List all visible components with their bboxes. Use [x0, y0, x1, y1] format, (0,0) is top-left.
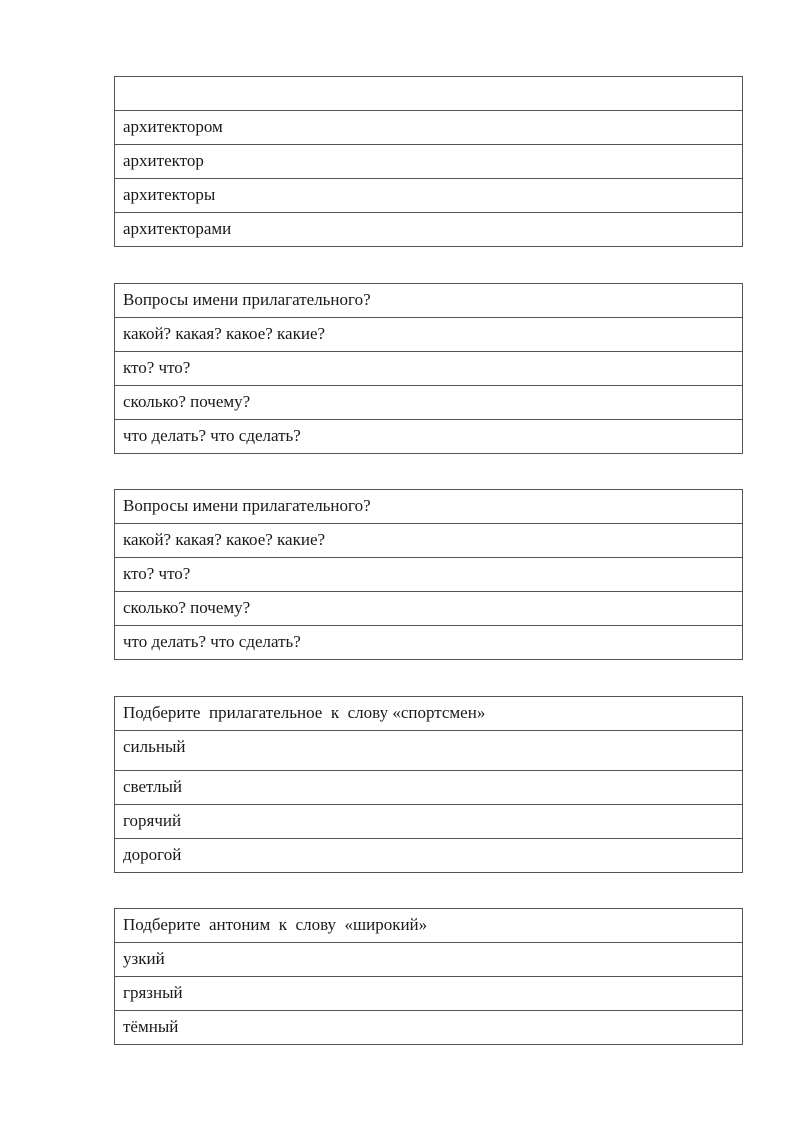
question-cell: Вопросы имени прилагательного? — [115, 284, 743, 318]
question-table-adjective-questions — [114, 283, 743, 454]
table-option-cell[interactable]: грязный — [115, 977, 743, 1011]
table-header-cell — [115, 77, 743, 111]
table-option-cell[interactable]: тёмный — [115, 1011, 743, 1045]
table-option-cell[interactable]: сильный — [115, 731, 743, 771]
table-option-cell[interactable]: узкий — [115, 943, 743, 977]
table-option-cell[interactable]: кто? что? — [115, 558, 743, 592]
table-option-cell[interactable]: архитекторами — [115, 213, 743, 247]
table-option-cell[interactable]: сколько? почему? — [115, 386, 743, 420]
table-option-cell[interactable]: какой? какая? какое? какие? — [115, 318, 743, 352]
question-table-antonym-wide — [114, 908, 743, 1045]
answer-table-architect — [114, 76, 743, 247]
table-option-cell[interactable]: кто? что? — [115, 352, 743, 386]
table-option-cell[interactable]: архитектор — [115, 145, 743, 179]
table-option-cell[interactable]: сколько? почему? — [115, 592, 743, 626]
question-cell: Вопросы имени прилагательного? — [115, 490, 743, 524]
question-cell: Подберите прилагательное к слову «спортсмен» — [115, 697, 743, 731]
table-option-cell[interactable]: что делать? что сделать? — [115, 626, 743, 660]
question-cell: Подберите антоним к слову «широкий» — [115, 909, 743, 943]
question-table-adjective-questions-repeat — [114, 489, 743, 660]
table-option-cell[interactable]: светлый — [115, 771, 743, 805]
table-option-cell[interactable]: архитектором — [115, 111, 743, 145]
table-option-cell[interactable]: что делать? что сделать? — [115, 420, 743, 454]
table-option-cell[interactable]: какой? какая? какое? какие? — [115, 524, 743, 558]
question-table-sportsman-adjective — [114, 696, 743, 873]
table-option-cell[interactable]: дорогой — [115, 839, 743, 873]
table-option-cell[interactable]: архитекторы — [115, 179, 743, 213]
table-option-cell[interactable]: горячий — [115, 805, 743, 839]
